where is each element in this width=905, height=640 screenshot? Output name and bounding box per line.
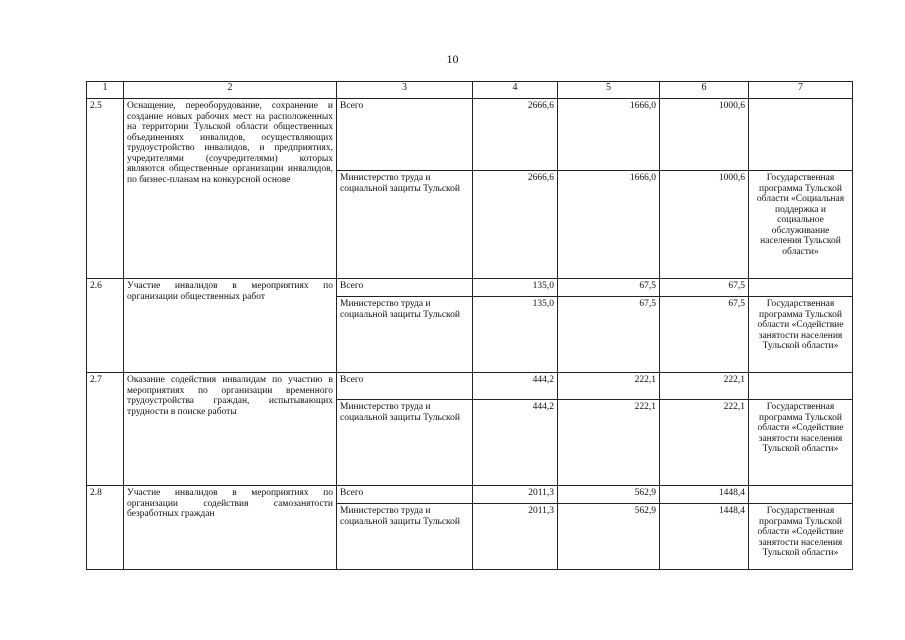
- program-table: [86, 81, 853, 570]
- program-cell: Государственная программа Тульской области «Содействие занятости населения Тульской области»: [749, 297, 853, 373]
- funding-source: Всего: [337, 373, 473, 400]
- value-cell: 222,1: [660, 400, 749, 486]
- value-cell: 562,9: [558, 504, 660, 570]
- value-cell: 2666,6: [473, 99, 558, 171]
- value-cell: 222,1: [660, 373, 749, 400]
- funding-source: Министерство труда и социальной защиты Тульской: [337, 171, 473, 279]
- column-header: 5: [558, 82, 660, 99]
- value-cell: 67,5: [660, 297, 749, 373]
- value-cell: 67,5: [558, 297, 660, 373]
- value-cell: 2011,3: [473, 486, 558, 504]
- value-cell: 222,1: [558, 400, 660, 486]
- item-number: 2.8: [87, 486, 124, 570]
- column-header: 6: [660, 82, 749, 99]
- value-cell: 1000,6: [660, 99, 749, 171]
- value-cell: 135,0: [473, 279, 558, 297]
- item-description: Участие инвалидов в мероприятиях по организации содействия самозанятости безработных граждан: [124, 486, 337, 570]
- funding-source: Министерство труда и социальной защиты Тульской: [337, 297, 473, 373]
- funding-source: Всего: [337, 99, 473, 171]
- value-cell: 562,9: [558, 486, 660, 504]
- value-cell: 1666,0: [558, 99, 660, 171]
- column-header: 4: [473, 82, 558, 99]
- funding-source: Министерство труда и социальной защиты Тульской: [337, 504, 473, 570]
- value-cell: 444,2: [473, 400, 558, 486]
- item-description: Участие инвалидов в мероприятиях по организации общественных работ: [124, 279, 337, 373]
- value-cell: 222,1: [558, 373, 660, 400]
- program-cell: [749, 373, 853, 400]
- value-cell: 67,5: [660, 279, 749, 297]
- item-number: 2.6: [87, 279, 124, 373]
- program-cell: Государственная программа Тульской области «Содействие занятости населения Тульской области»: [749, 400, 853, 486]
- table-row: [87, 99, 853, 171]
- item-description: Оснащение, переоборудование, сохранение и создание новых рабочих мест на расположенных на территории Тульской области общественных объединениях инвалидов, осуществляющих трудоустройство инвалидов, и предприятиях, учредителями (соучредителями) которых являются общественные организации инвалидов, по бизнес-планам на конкурсной основе: [124, 99, 337, 279]
- table-row: [87, 279, 853, 297]
- funding-source: Министерство труда и социальной защиты Тульской: [337, 400, 473, 486]
- table-row: [87, 373, 853, 400]
- value-cell: 1448,4: [660, 504, 749, 570]
- program-cell: [749, 99, 853, 171]
- item-number: 2.7: [87, 373, 124, 486]
- item-description: Оказание содействия инвалидам по участию в мероприятиях по организации временного трудоустройства граждан, испытывающих трудности в поиске работы: [124, 373, 337, 486]
- value-cell: 135,0: [473, 297, 558, 373]
- value-cell: 1000,6: [660, 171, 749, 279]
- page-number: 10: [446, 52, 459, 66]
- column-header: 3: [337, 82, 473, 99]
- column-header: 1: [87, 82, 124, 99]
- value-cell: 1448,4: [660, 486, 749, 504]
- funding-source: Всего: [337, 486, 473, 504]
- program-cell: [749, 486, 853, 504]
- value-cell: 2666,6: [473, 171, 558, 279]
- funding-source: Всего: [337, 279, 473, 297]
- program-cell: Государственная программа Тульской области «Социальная поддержка и социальное обслуживание населения Тульской области»: [749, 171, 853, 279]
- value-cell: 1666,0: [558, 171, 660, 279]
- column-header: 7: [749, 82, 853, 99]
- value-cell: 444,2: [473, 373, 558, 400]
- item-number: 2.5: [87, 99, 124, 279]
- column-header: 2: [124, 82, 337, 99]
- value-cell: 67,5: [558, 279, 660, 297]
- program-cell: Государственная программа Тульской области «Содействие занятости населения Тульской области»: [749, 504, 853, 570]
- value-cell: 2011,3: [473, 504, 558, 570]
- table-row: [87, 486, 853, 504]
- program-cell: [749, 279, 853, 297]
- table-header-row: [87, 82, 853, 99]
